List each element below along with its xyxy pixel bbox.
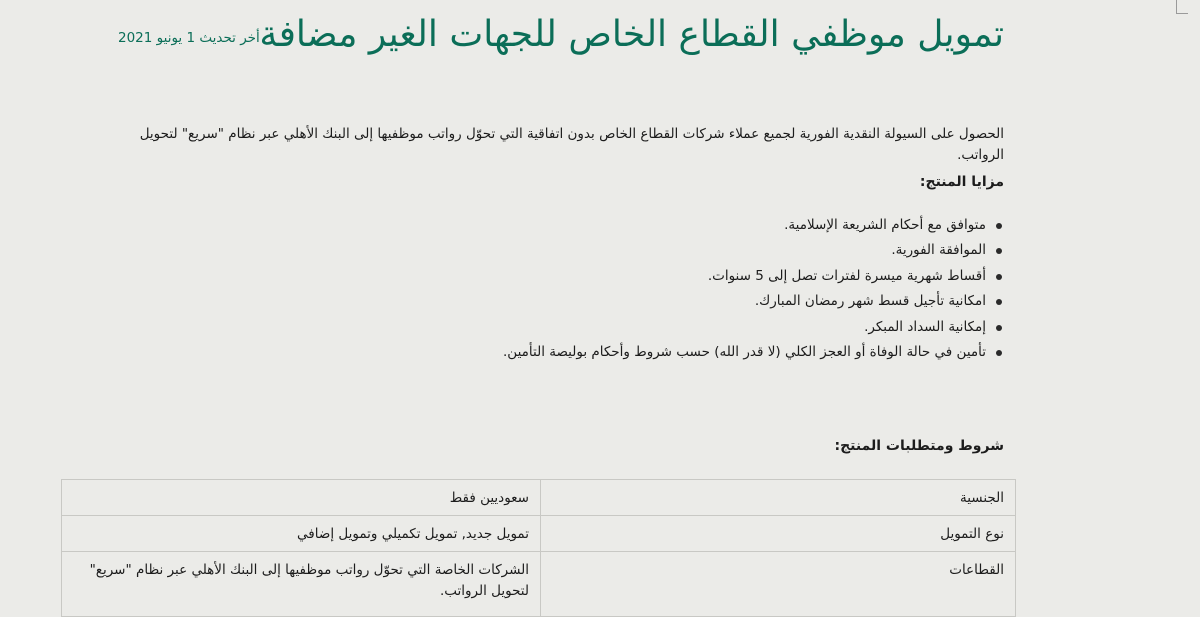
page-title: تمويل موظفي القطاع الخاص للجهات الغير مضافة	[259, 14, 1004, 55]
table-row	[62, 480, 1016, 516]
financing-type-label: نوع التمويل	[541, 516, 1016, 552]
feature-item: إمكانية السداد المبكر.	[503, 315, 1004, 340]
terms-table	[61, 479, 1016, 617]
nationality-value: سعوديين فقط	[62, 480, 541, 516]
financing-type-value: تمويل جديد, تمويل تكميلي وتمويل إضافي	[62, 516, 541, 552]
window-corner-mark	[1176, 0, 1188, 14]
table-row	[62, 552, 1016, 617]
terms-heading: شروط ومتطلبات المنتج:	[834, 438, 1004, 454]
sectors-value: الشركات الخاصة التي تحوّل رواتب موظفيها إلى البنك الأهلي عبر نظام "سريع" لتحويل الرواتب.	[62, 552, 541, 617]
intro-paragraph: الحصول على السيولة النقدية الفورية لجميع عملاء شركات القطاع الخاص بدون اتفاقية التي تحوّل رواتب موظفيها إلى البنك الأهلي عبر نظام "سريع" لتحويل الرواتب.	[139, 126, 1004, 163]
feature-item: تأمين في حالة الوفاة أو العجز الكلي (لا قدر الله) حسب شروط وأحكام بوليصة التأمين.	[503, 340, 1004, 365]
feature-item: متوافق مع أحكام الشريعة الإسلامية.	[503, 213, 1004, 238]
feature-item: امكانية تأجيل قسط شهر رمضان المبارك.	[503, 289, 1004, 314]
sectors-label: القطاعات	[541, 552, 1016, 617]
features-list	[503, 213, 1004, 365]
last-updated-date: أخر تحديث 1 يونيو 2021	[118, 30, 260, 46]
features-heading: مزايا المنتج:	[919, 174, 1004, 190]
table-row	[62, 516, 1016, 552]
nationality-label: الجنسية	[541, 480, 1016, 516]
feature-item: أقساط شهرية ميسرة لفترات تصل إلى 5 سنوات.	[503, 264, 1004, 289]
feature-item: الموافقة الفورية.	[503, 238, 1004, 263]
